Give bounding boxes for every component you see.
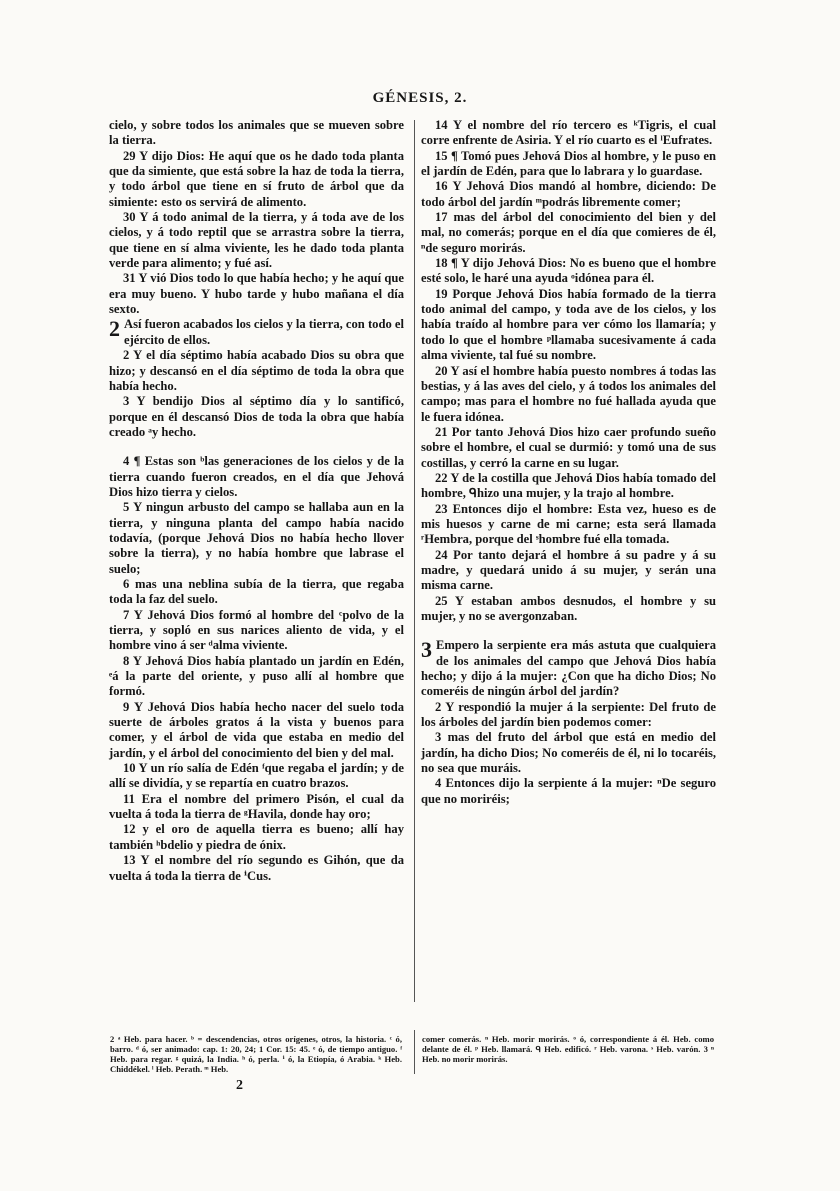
- verse-text: Empero la serpiente era más astuta que cualquiera de los animales del campo que Jehová Dios había hecho; y dijo á la mujer: ¿Con que ha dicho Dios; No comeréis de ningún árbol del jardín?: [421, 638, 716, 699]
- verse-text: 4 ¶ Estas son ᵇlas generaciones de los cielos y de la tierra cuando fueron creados, en el día que Jehová Dios hizo tierra y cielos.: [109, 454, 404, 499]
- verse-paragraph: [109, 149, 404, 210]
- verse-text: 10 Y un río salía de Edén ᶠque regaba el jardín; y de allí se dividía, y se repartía en cuatro brazos.: [109, 761, 404, 791]
- verse-paragraph: [421, 364, 716, 425]
- verse-text: 30 Y á todo animal de la tierra, y á toda ave de los cielos, y á todo reptil que se arrastra sobre la tierra, que tiene en sí alma viviente, les he dado toda planta verde para alimento; y fué así.: [109, 210, 404, 271]
- verse-paragraph: [109, 700, 404, 761]
- verse-text: 7 Y Jehová Dios formó al hombre del ᶜpolvo de la tierra, y sopló en sus narices aliento de vida, y el hombre vino á ser ᵈalma viviente.: [109, 607, 404, 653]
- chapter-number: 2: [109, 316, 120, 342]
- verse-paragraph: [109, 454, 404, 500]
- verse-text: 25 Y estaban ambos desnudos, el hombre y su mujer, y no se avergonzaban.: [421, 593, 716, 623]
- verse-text: 13 Y el nombre del río segundo es Gihón, que da vuelta á toda la tierra de ⁱCus.: [109, 853, 404, 883]
- footnote-divider: [414, 1030, 415, 1074]
- verse-paragraph: [421, 638, 716, 699]
- page-header: GÉNESIS, 2.: [372, 90, 468, 106]
- verse-paragraph: [109, 500, 404, 577]
- verse-paragraph: [109, 822, 404, 853]
- right-column: [421, 118, 716, 807]
- verse-text: 3 Y bendijo Dios al séptimo día y lo santificó, porque en él descansó Dios de toda la obra que había creado ᵃy hecho.: [109, 394, 404, 439]
- verse-paragraph: [109, 761, 404, 792]
- verse-text: 4 Entonces dijo la serpiente á la mujer: ⁿDe seguro que no moriréis;: [421, 776, 716, 806]
- verse-paragraph: [109, 317, 404, 348]
- verse-text: 19 Porque Jehová Dios había formado de la tierra todo animal del campo, y toda ave de los cielos, y los había traído al hombre para ver cómo los llamaría; y todo lo que el hombre ᵖllamaba sucesivamente á cada alma viviente, tal fué su nombre.: [421, 286, 716, 363]
- verse-paragraph: [109, 577, 404, 608]
- verse-paragraph: [109, 792, 404, 823]
- verse-text: 9 Y Jehová Dios había hecho nacer del suelo toda suerte de árboles gratos á la vista y buenos para comer, y el árbol de vida que estaba en medio del jardín, y el árbol del conocimiento del bien y del mal.: [109, 699, 404, 760]
- verse-paragraph: [421, 594, 716, 625]
- verse-text: 23 Entonces dijo el hombre: Esta vez, hueso es de mis huesos y carne de mi carne; esta será llamada ʳHembra, porque del ˢhombre fué ella tomada.: [421, 501, 716, 547]
- verse-text: 29 Y dijo Dios: He aquí que os he dado toda planta que da simiente, que está sobre la haz de toda la tierra, y todo árbol que tiene en sí fruto de árbol que da simiente: esto os servirá de alimento.: [109, 148, 404, 209]
- verse-text: 24 Por tanto dejará el hombre á su padre y á su madre, y quedará unido á su mujer, y serán una misma carne.: [421, 547, 716, 593]
- verse-paragraph: [421, 776, 716, 807]
- verse-text: 5 Y ningun arbusto del campo se hallaba aun en la tierra, y ninguna planta del campo había nacido todavía, (porque Jehová Dios no había hecho llover sobre la tierra), y no había hombre que labrase el suelo;: [109, 500, 404, 576]
- verse-text: 15 ¶ Tomó pues Jehová Dios al hombre, y le puso en el jardín de Edén, para que lo labrara y lo guardase.: [421, 148, 716, 179]
- verse-text: 12 y el oro de aquella tierra es bueno; allí hay también ʰbdelio y piedra de ónix.: [109, 822, 404, 852]
- verse-text: Así fueron acabados los cielos y la tierra, con todo el ejército de ellos.: [124, 317, 404, 347]
- verse-paragraph: [421, 287, 716, 364]
- verse-paragraph: [421, 179, 716, 210]
- verse-paragraph: [421, 471, 716, 502]
- verse-paragraph: [109, 608, 404, 654]
- verse-text: 16 Y Jehová Dios mandó al hombre, diciendo: De todo árbol del jardín ᵐpodrás libremente comer;: [421, 179, 716, 209]
- verse-paragraph: [109, 654, 404, 700]
- verse-paragraph: [421, 425, 716, 471]
- verse-text: 20 Y así el hombre había puesto nombres á todas las bestias, y á las aves del cielo, y á todos los animales del campo; mas para el hombre no fué hallada ayuda que le fuera idónea.: [421, 363, 716, 424]
- verse-text: 21 Por tanto Jehová Dios hizo caer profundo sueño sobre el hombre, el cual se durmió: y tomó una de sus costillas, y cerró la carne en su lugar.: [421, 424, 716, 470]
- verse-text: 22 Y de la costilla que Jehová Dios había tomado del hombre, ᑫhizo una mujer, y la trajo al hombre.: [421, 470, 716, 501]
- verse-paragraph: [421, 730, 716, 776]
- verse-text: 6 mas una neblina subía de la tierra, que regaba toda la faz del suelo.: [109, 576, 404, 607]
- verse-paragraph: [421, 502, 716, 548]
- verse-paragraph: [421, 700, 716, 731]
- verse-paragraph: [109, 394, 404, 440]
- verse-paragraph: [109, 853, 404, 884]
- verse-text: 8 Y Jehová Dios había plantado un jardín en Edén, ᵉá la parte del oriente, y puso allí al hombre que formó.: [109, 653, 404, 699]
- verse-text: 11 Era el nombre del primero Pisón, el cual da vuelta á toda la tierra de ᵍHavila, donde hay oro;: [109, 791, 404, 822]
- verse-paragraph: [421, 118, 716, 149]
- verse-text: cielo, y sobre todos los animales que se mueven sobre la tierra.: [109, 118, 404, 148]
- page-number: 2: [236, 1078, 243, 1093]
- verse-paragraph: [421, 210, 716, 256]
- verse-text: 2 Y respondió la mujer á la serpiente: Del fruto de los árboles del jardín bien podemos comer:: [421, 699, 716, 730]
- verse-paragraph: [421, 149, 716, 180]
- footnotes-right: comer comerás. ⁿ Heb. morir morirás. ᵒ ó, correspondiente á él. Heb. como delante de él. ᵖ Heb. llamará. ᑫ Heb. edificó. ʳ Heb. varona. ˢ Heb. varón. 3 ⁿ Heb. no morir morirás.: [422, 1034, 714, 1064]
- verse-text: 31 Y vió Dios todo lo que había hecho; y he aquí que era muy bueno. Y hubo tarde y hubo mañana el día sexto.: [109, 271, 404, 317]
- column-divider: [414, 120, 415, 1002]
- verse-text: 18 ¶ Y dijo Jehová Dios: No es bueno que el hombre esté solo, le haré una ayuda ᵒidónea para él.: [421, 256, 716, 286]
- footnotes-left: 2 ᵃ Heb. para hacer. ᵇ = descendencias, otros orígenes, otros, la historia. ᶜ ó, barro. ᵈ ó, ser animado: cap. 1: 20, 24; 1 Cor. 15: 45. ᵉ ó, de tiempo antiguo. ᶠ Heb. para regar. ᵍ quizá, la India. ʰ ó, perla. ⁱ ó, la Etiopía, ó Arabia. ᵏ Heb. Chiddékel. ˡ Heb. Perath. ᵐ Heb.: [110, 1034, 402, 1074]
- verse-paragraph: [421, 256, 716, 287]
- chapter-number: 3: [421, 637, 432, 663]
- verse-text: 2 Y el día séptimo había acabado Dios su obra que hizo; y descansó en el día séptimo de toda la obra que había hecho.: [109, 348, 404, 393]
- verse-text: 14 Y el nombre del río tercero es ᵏTigris, el cual corre enfrente de Asiria. Y el río cuarto es el ˡEufrates.: [421, 118, 716, 148]
- verse-paragraph: [109, 348, 404, 394]
- verse-paragraph: [421, 548, 716, 594]
- verse-text: 17 mas del árbol del conocimiento del bien y del mal, no comerás; porque en el día que comieres de él, ⁿde seguro morirás.: [421, 210, 716, 255]
- left-column: [109, 118, 404, 884]
- verse-paragraph: [109, 271, 404, 317]
- verse-paragraph: [109, 210, 404, 271]
- verse-text: 3 mas del fruto del árbol que está en medio del jardín, ha dicho Dios; No comeréis de él, ni lo tocaréis, no sea que muráis.: [421, 730, 716, 776]
- verse-paragraph: [109, 118, 404, 149]
